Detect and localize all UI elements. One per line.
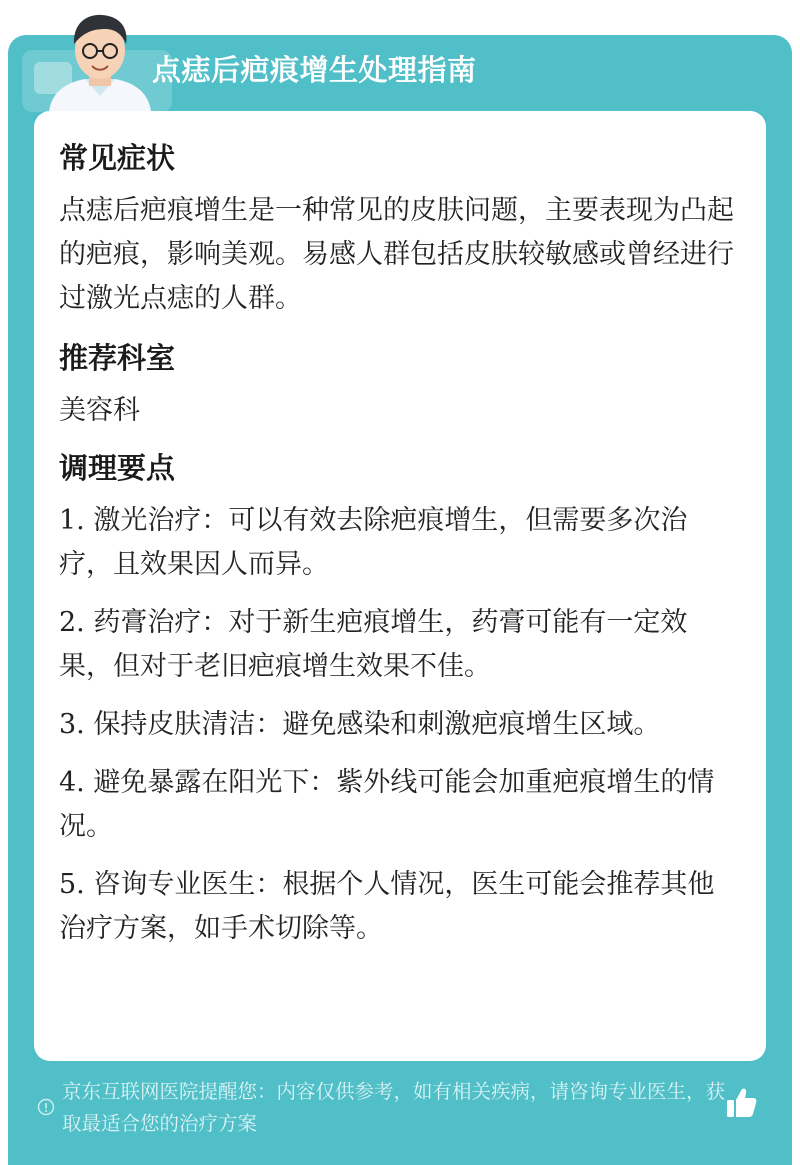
- item-number: 2.: [59, 607, 85, 638]
- doctor-avatar: [45, 6, 155, 112]
- section-title: 常见症状: [59, 141, 176, 175]
- list-item: [59, 601, 740, 689]
- item-text: 药膏治疗：对于新生疤痕增生，药膏可能有一定效果，但对于老旧疤痕增生效果不佳。: [59, 607, 688, 682]
- section-title: 推荐科室: [59, 341, 176, 375]
- section-title: 调理要点: [59, 451, 176, 485]
- list-item: [59, 499, 740, 587]
- item-text: 咨询专业医生：根据个人情况，医生可能会推荐其他治疗方案，如手术切除等。: [59, 869, 715, 944]
- section-department: [59, 335, 740, 433]
- info-icon: [37, 1098, 55, 1116]
- section-care-points: [59, 445, 740, 951]
- list-item: [59, 703, 740, 747]
- item-text: 激光治疗：可以有效去除疤痕增生，但需要多次治疗，且效果因人而异。: [59, 505, 688, 580]
- item-number: 3.: [59, 709, 85, 740]
- list-item: [59, 761, 740, 849]
- thumbs-up-icon[interactable]: [723, 1085, 759, 1121]
- item-number: 1.: [59, 505, 85, 536]
- disclaimer-text: 京东互联网医院提醒您：内容仅供参考，如有相关疾病，请咨询专业医生，获取最适合您的治疗方案: [62, 1080, 726, 1135]
- item-text: 保持皮肤清洁：避免感染和刺激疤痕增生区域。: [93, 709, 661, 740]
- item-number: 4.: [59, 767, 85, 798]
- section-symptoms: [59, 135, 740, 321]
- content-card: [34, 111, 766, 1061]
- page-title: 点痣后疤痕增生处理指南: [152, 53, 477, 87]
- section-body: 点痣后疤痕增生是一种常见的皮肤问题，主要表现为凸起的疤痕，影响美观。易感人群包括皮肤较敏感或曾经进行过激光点痣的人群。: [59, 195, 734, 314]
- item-text: 避免暴露在阳光下：紫外线可能会加重疤痕增生的情况。: [59, 767, 715, 842]
- list-item: [59, 863, 740, 951]
- section-body: 美容科: [59, 395, 140, 426]
- item-number: 5.: [59, 869, 85, 900]
